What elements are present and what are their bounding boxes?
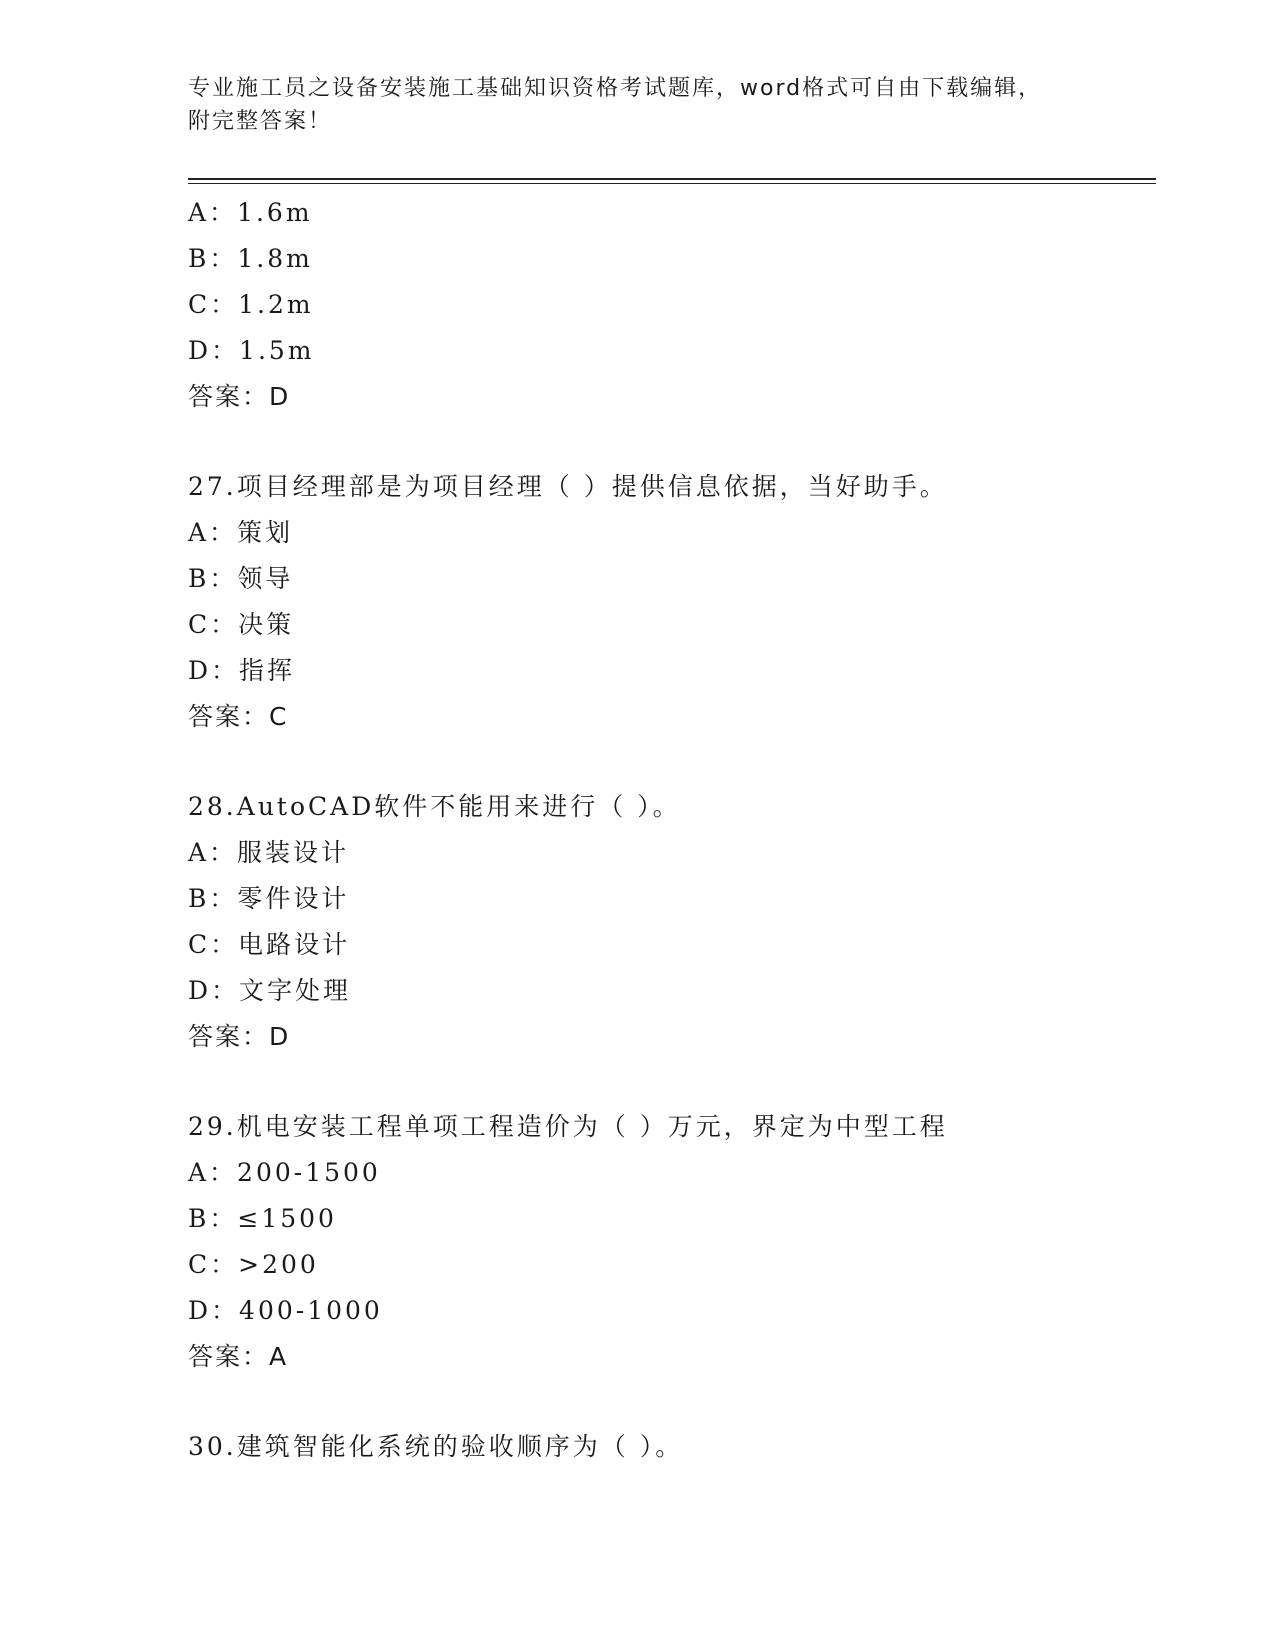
- option-c: C：>200: [188, 1250, 319, 1279]
- option-d: D：文字处理: [188, 976, 352, 1005]
- option-d: D：400-1000: [188, 1296, 383, 1325]
- option-b: B：领导: [188, 564, 294, 593]
- option-b: B：零件设计: [188, 884, 350, 913]
- question-27: [188, 464, 1148, 740]
- question-stem: 28.AutoCAD软件不能用来进行（ ）。: [188, 792, 681, 821]
- option-b: B：1.8m: [188, 244, 313, 273]
- question-30: [188, 1424, 1148, 1470]
- option-a: A：策划: [188, 518, 294, 547]
- question-26-partial: [188, 190, 1148, 420]
- option-d: D：1.5m: [188, 336, 315, 365]
- answer-line: 答案：C: [188, 702, 289, 731]
- option-d: D：指挥: [188, 656, 296, 685]
- option-b: B：≤1500: [188, 1204, 337, 1233]
- option-c: C：1.2m: [188, 290, 314, 319]
- question-28: [188, 784, 1148, 1060]
- header-divider-thick: [188, 178, 1156, 180]
- header-line-1: 专业施工员之设备安装施工基础知识资格考试题库，word格式可自由下载编辑，: [188, 76, 1043, 101]
- question-list: [188, 190, 1148, 1470]
- answer-line: 答案：A: [188, 1342, 289, 1371]
- header-divider-thin: [188, 183, 1156, 184]
- question-stem: 27.项目经理部是为项目经理（ ）提供信息依据，当好助手。: [188, 472, 948, 501]
- question-stem: 30.建筑智能化系统的验收顺序为（ ）。: [188, 1432, 684, 1461]
- option-a: A：1.6m: [188, 198, 313, 227]
- option-c: C：决策: [188, 610, 295, 639]
- question-stem: 29.机电安装工程单项工程造价为（ ）万元，界定为中型工程: [188, 1112, 948, 1141]
- question-29: [188, 1104, 1148, 1380]
- header-line-2: 附完整答案！: [188, 109, 333, 134]
- option-a: A：200-1500: [188, 1158, 381, 1187]
- answer-line: 答案：D: [188, 382, 291, 411]
- answer-line: 答案：D: [188, 1022, 291, 1051]
- document-header: [188, 72, 1088, 138]
- option-c: C：电路设计: [188, 930, 351, 959]
- option-a: A：服装设计: [188, 838, 350, 867]
